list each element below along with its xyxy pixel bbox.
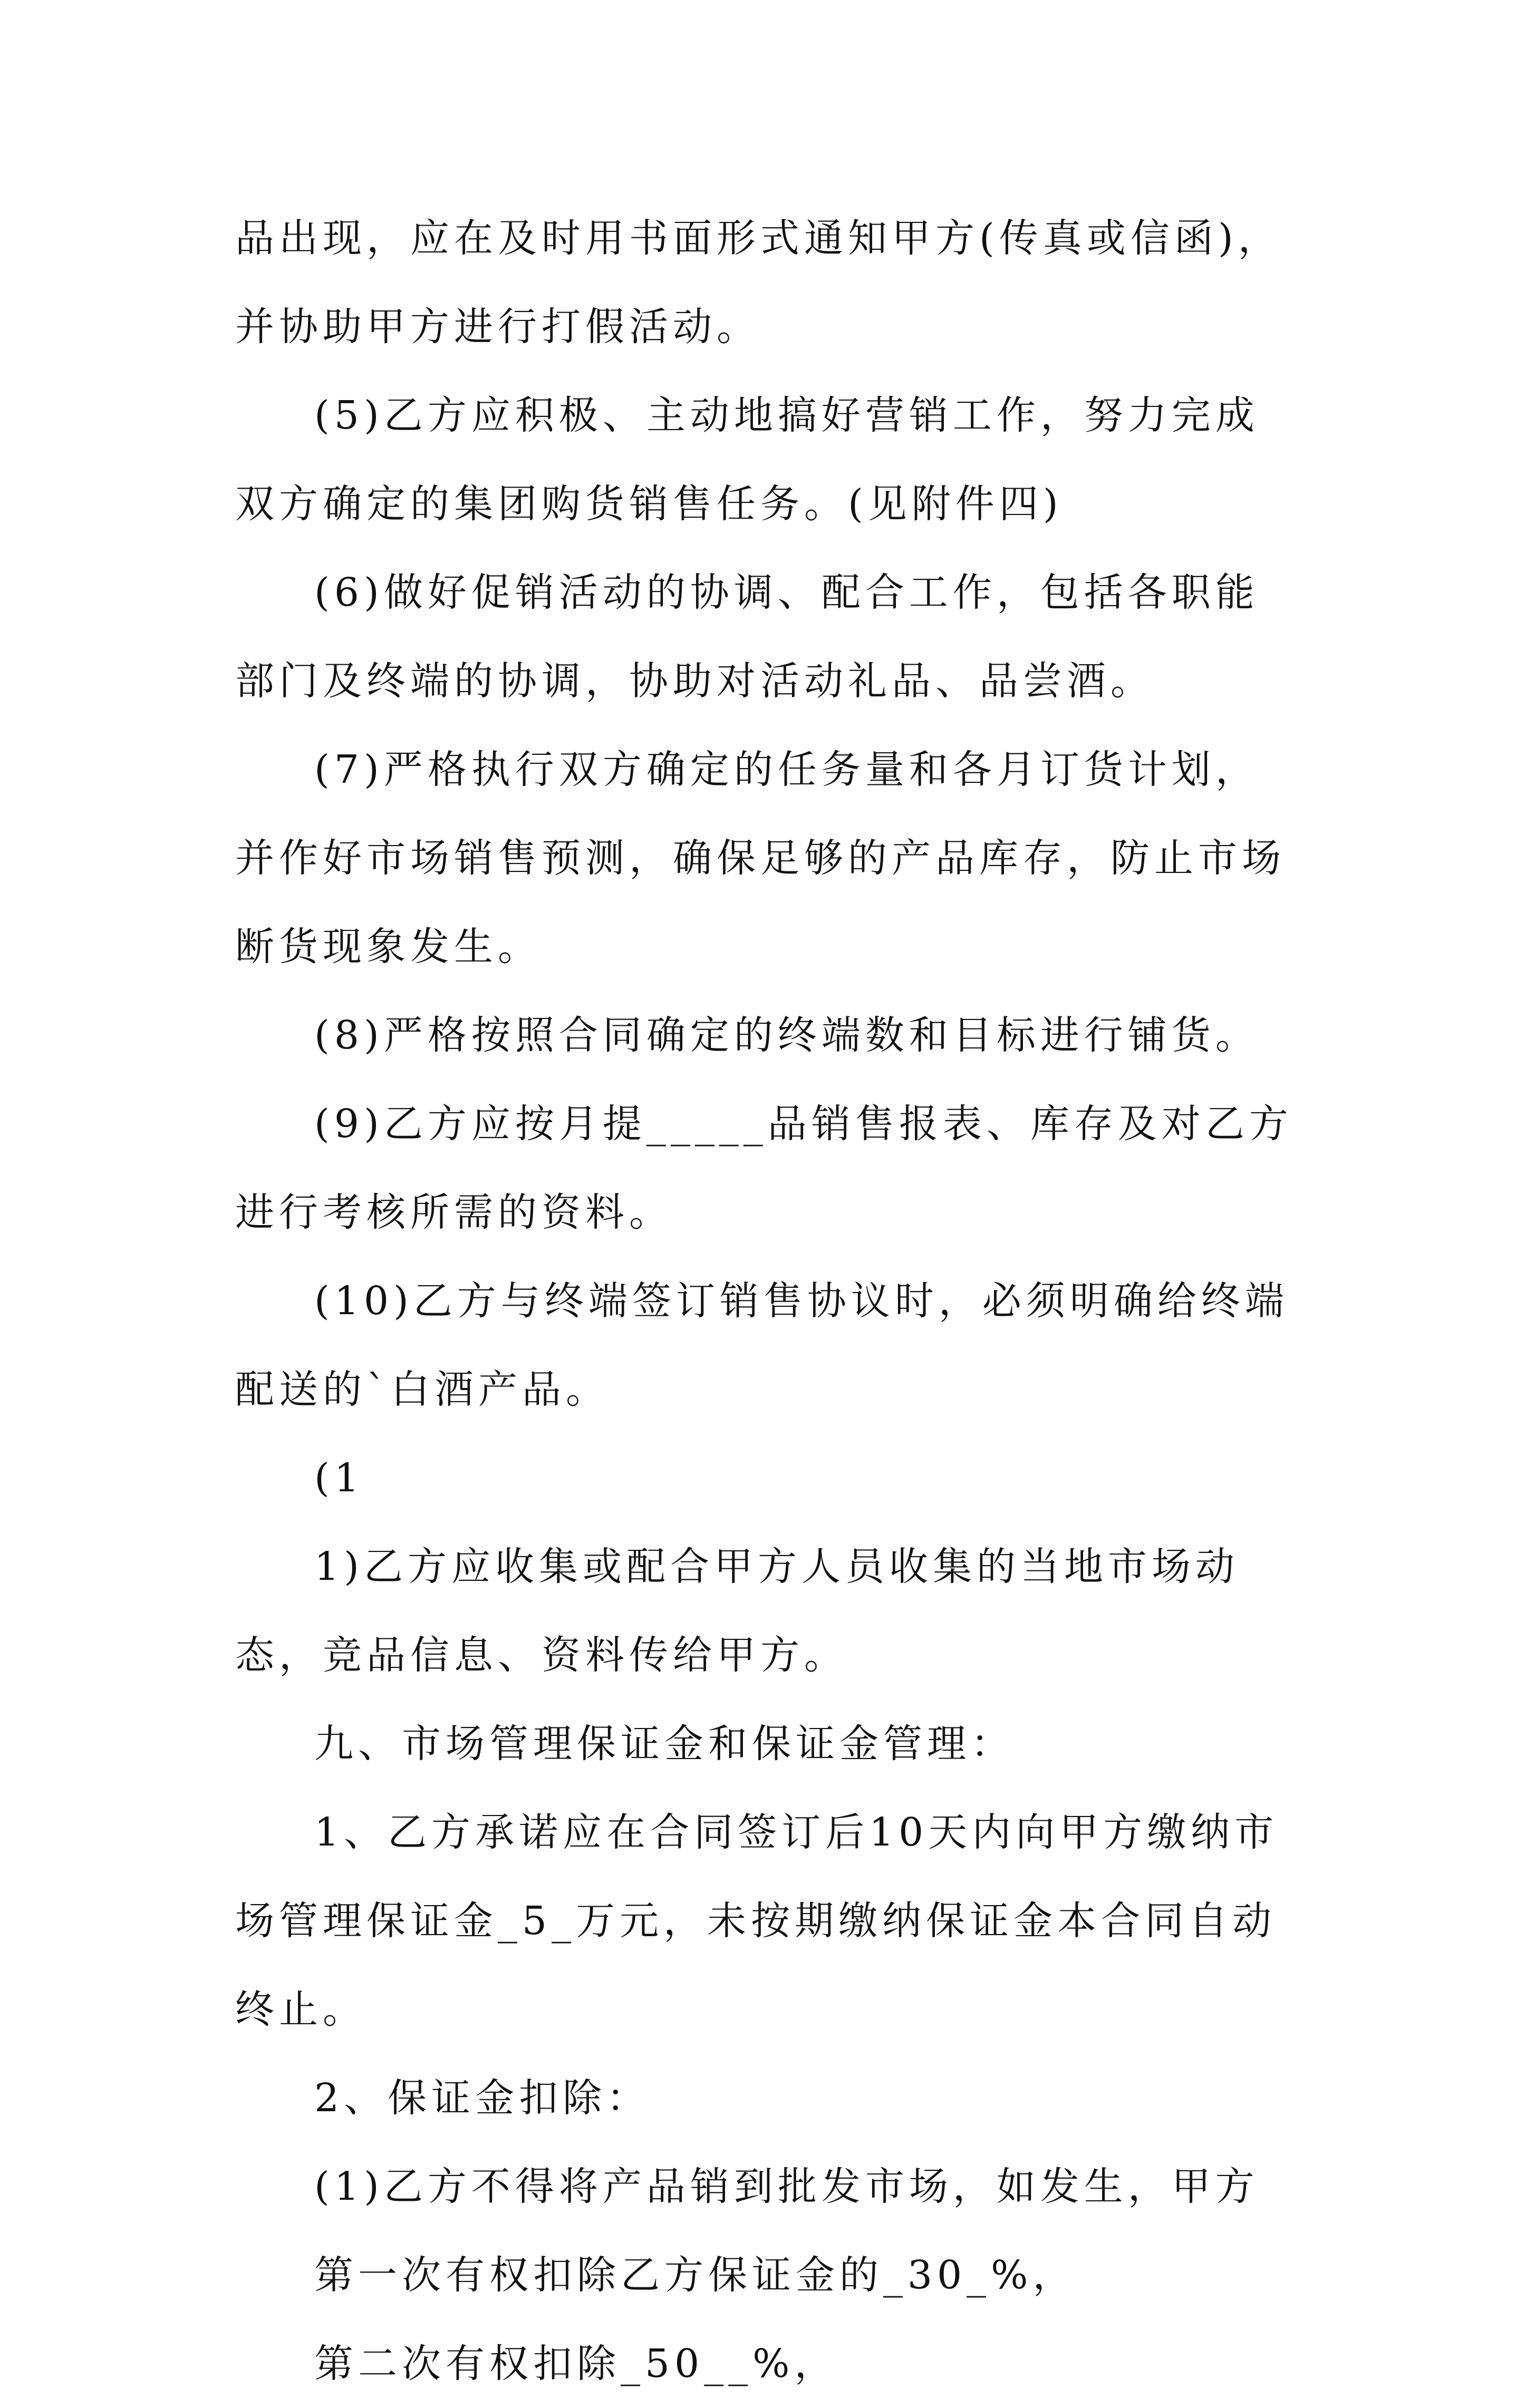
paragraph-13: (1)乙方不得将产品销到批发市场，如发生，甲方	[314, 2164, 1259, 2209]
paragraph-1: 品出现，应在及时用书面形式通知甲方(传真或信函)，并协助甲方进行打假活动。	[235, 216, 1282, 349]
paragraph-15: 第二次有权扣除_50__%，	[314, 2341, 838, 2386]
paragraph-11: 1、乙方承诺应在合同签订后10天内向甲方缴纳市场管理保证金_5_万元，未按期缴纳保证金本合同自动终止。	[235, 1810, 1279, 2032]
document-body	[235, 194, 1295, 2408]
paragraph-9: 1)乙方应收集或配合甲方人员收集的当地市场动态，竞品信息、资料传给甲方。	[235, 1544, 1239, 1678]
section-heading-9: 九、市场管理保证金和保证金管理：	[314, 1721, 1015, 1766]
paragraph-4: (7)严格执行双方确定的任务量和各月订货计划，并作好市场销售预测，确保足够的产品库存，防止市场断货现象发生。	[235, 747, 1286, 969]
paragraph-6: (9)乙方应按月提_____品销售报表、库存及对乙方进行考核所需的资料。	[235, 1101, 1293, 1235]
paragraph-7: (10)乙方与终端签订销售协议时，必须明确给终端配送的`白酒产品。	[235, 1278, 1289, 1412]
paragraph-3: (6)做好促销活动的协调、配合工作，包括各职能部门及终端的协调，协助对活动礼品、品尝酒。	[235, 570, 1259, 704]
paragraph-5: (8)严格按照合同确定的终端数和目标进行铺货。	[314, 1013, 1259, 1058]
paragraph-8: (1	[314, 1455, 364, 1501]
paragraph-12: 2、保证金扣除：	[314, 2075, 651, 2121]
paragraph-14: 第一次有权扣除乙方保证金的_30_%，	[314, 2252, 1077, 2298]
paragraph-2: (5)乙方应积极、主动地搞好营销工作，努力完成双方确定的集团购货销售任务。(见附件四)	[235, 393, 1259, 527]
